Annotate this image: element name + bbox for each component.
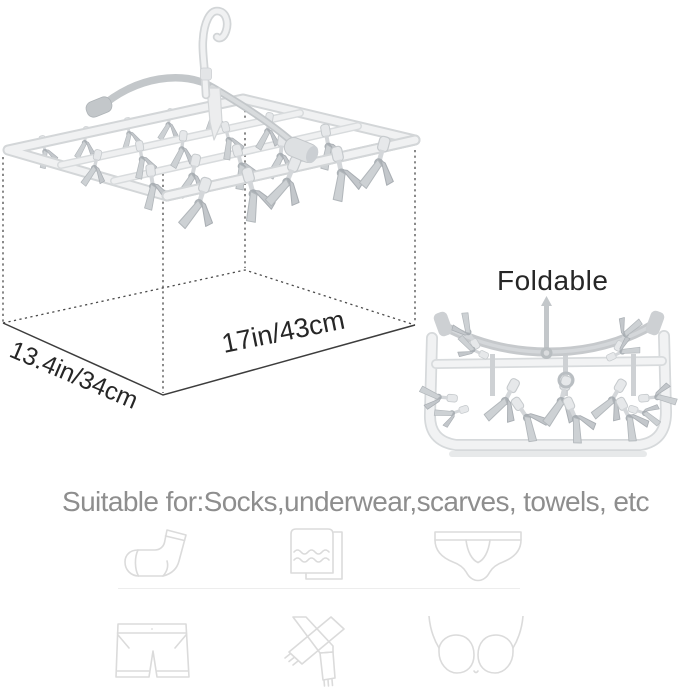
dimension-depth-label: 13.4in/34cm (5, 335, 142, 415)
folded-hanger-figure (416, 294, 679, 472)
hanger-hook-icon (201, 11, 228, 95)
briefs-icon (430, 528, 526, 584)
foldable-label: Foldable (497, 265, 609, 296)
dimension-box-back-edges (3, 270, 415, 325)
sock-icon (122, 527, 194, 585)
suitable-heading: Suitable for:Socks,underwear,scarves, towels, etc (62, 486, 649, 517)
towel-icon (283, 527, 349, 585)
icons-divider (118, 588, 520, 589)
dimension-width-label: 17in/43cm (219, 304, 348, 359)
scarf-icon (276, 616, 352, 687)
main-hanger-figure (0, 0, 460, 430)
bra-icon (424, 616, 528, 687)
shorts-icon (112, 621, 192, 687)
